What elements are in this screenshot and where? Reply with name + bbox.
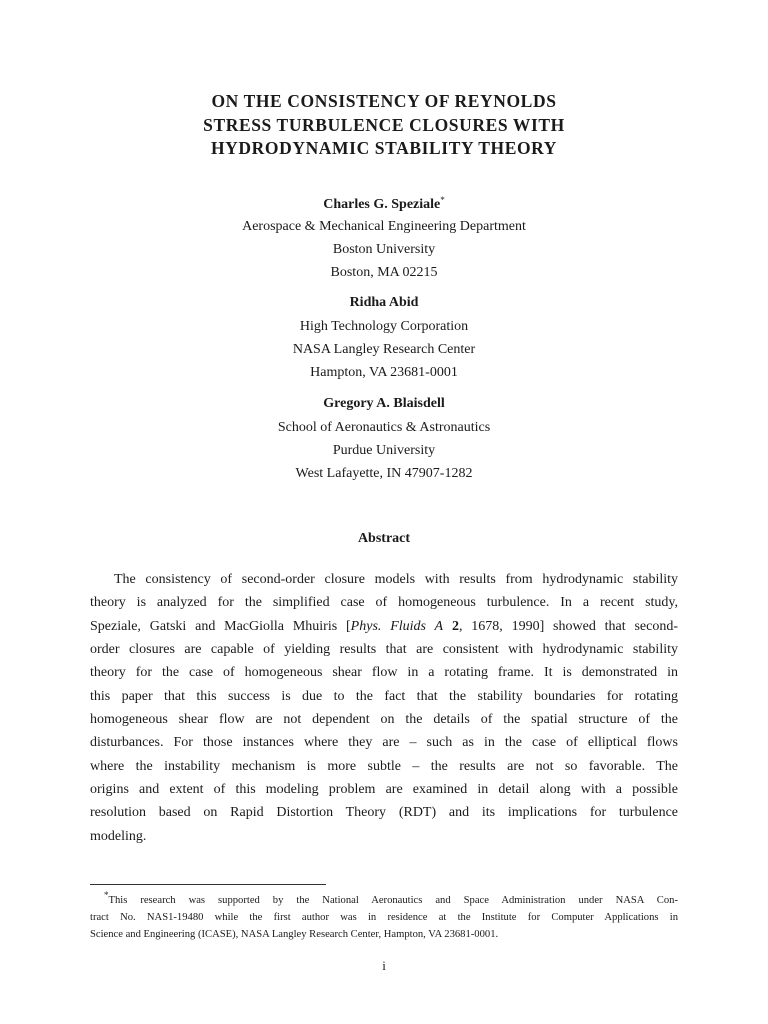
footnote-text: This research was supported by the National Aeronautics and Space Administration under NASA Con-	[108, 895, 678, 906]
footnote-line	[90, 887, 678, 909]
abstract-line: modeling.	[90, 828, 147, 844]
abstract-line: homogeneous shear flow are not dependent on the details of the spatial structure of the	[90, 712, 678, 728]
affiliation-line: High Technology Corporation	[299, 319, 469, 334]
footnote	[90, 887, 678, 943]
abstract-line: The consistency of second-order closure models with results from hydrodynamic stability	[114, 572, 678, 587]
author-name: Ridha Abid	[349, 295, 419, 310]
affiliation-line: Boston University	[332, 242, 436, 257]
paper-title	[0, 90, 768, 161]
citation-prefix: Speziale, Gatski and MacGiolla Mhuiris [	[90, 618, 351, 634]
abstract-line: theory for the case of homogeneous shear flow in a rotating frame. It is demonstrated in	[90, 665, 678, 681]
page-number: i	[382, 958, 386, 973]
footnote-mark: *	[104, 890, 109, 900]
author-1	[0, 195, 768, 213]
abstract-line: resolution based on Rapid Distortion Theory (RDT) and its implications for turbulence	[90, 805, 678, 821]
journal-volume: 2	[451, 618, 459, 634]
affiliation-line: Hampton, VA 23681-0001	[310, 365, 458, 380]
abstract-line: theory is analyzed for the simplified case of homogeneous turbulence. In a recent study,	[90, 595, 678, 611]
abstract-line: this paper that this success is due to the fact that the stability boundaries for rotating	[90, 688, 678, 704]
citation-suffix: , 1678, 1990] showed that second-	[458, 618, 679, 634]
journal-name: Phys. Fluids A	[350, 618, 444, 634]
abstract-line: disturbances. For those instances where they are – such as in the case of elliptical flows	[90, 735, 678, 751]
affiliation-line: NASA Langley Research Center	[292, 342, 476, 357]
abstract-heading: Abstract	[357, 531, 411, 546]
author-name: Gregory A. Blaisdell	[323, 396, 445, 411]
footnote-line: tract No. NAS1-19480 while the first author was in residence at the Institute for Computer Applications in	[90, 912, 678, 923]
author-2	[0, 295, 768, 311]
affiliation-line: Aerospace & Mechanical Engineering Department	[242, 219, 526, 234]
title-line: ON THE CONSISTENCY OF REYNOLDS	[211, 91, 557, 111]
abstract-line: origins and extent of this modeling problem are examined in detail along with a possible	[90, 782, 678, 798]
footnote-line: Science and Engineering (ICASE), NASA Langley Research Center, Hampton, VA 23681-0001.	[90, 929, 499, 940]
abstract-body	[90, 568, 678, 848]
author-3	[0, 396, 768, 412]
affiliation-line: West Lafayette, IN 47907-1282	[295, 466, 473, 481]
title-line: STRESS TURBULENCE CLOSURES WITH	[203, 114, 565, 135]
affiliation-line: Purdue University	[332, 443, 436, 458]
footnote-mark: *	[440, 195, 445, 205]
footnote-rule	[90, 884, 326, 885]
affiliation-line: Boston, MA 02215	[330, 265, 438, 280]
abstract-line: order closures are capable of yielding results that are consistent with hydrodynamic stability	[90, 642, 678, 658]
title-line: HYDRODYNAMIC STABILITY THEORY	[210, 138, 558, 158]
abstract-line: where the instability mechanism is more subtle – the results are not so favorable. The	[90, 758, 678, 774]
author-name: Charles G. Speziale	[323, 197, 441, 212]
abstract-line	[90, 615, 678, 638]
affiliation-line: School of Aeronautics & Astronautics	[277, 420, 491, 435]
